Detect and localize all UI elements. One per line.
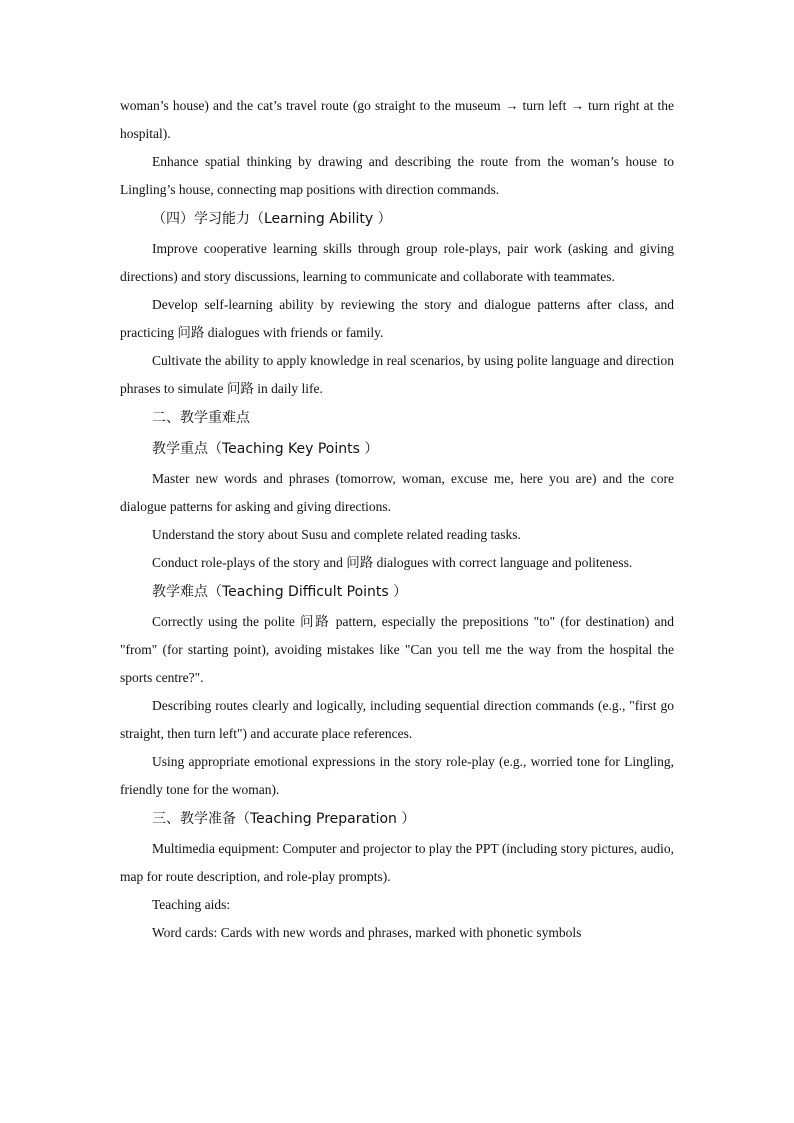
paragraph-spatial-thinking: Enhance spatial thinking by drawing and describing the route from the woman’s house to Lingling’s house, connecting map positions with direction commands. <box>120 154 674 197</box>
heading-teaching-preparation: 三、教学准备（Teaching Preparation ） <box>152 811 416 827</box>
paragraph-understand-story: Understand the story about Susu and complete related reading tasks. <box>152 527 521 542</box>
paragraph-teaching-aids: Teaching aids: <box>152 897 231 912</box>
paragraph-describing-routes: Describing routes clearly and logically, including sequential direction commands (e.g., "first go straight, then turn left") and accurate place references. <box>120 698 674 741</box>
heading-teaching-difficult-points: 教学难点（Teaching Difficult Points ） <box>152 584 408 600</box>
paragraph-apply-knowledge: Cultivate the ability to apply knowledge in real scenarios, by using polite language and direction phrases to simulate 问路 in daily life. <box>120 353 674 396</box>
paragraph-self-learning: Develop self-learning ability by reviewing the story and dialogue patterns after class, and practicing 问路 dialogues with friends or family. <box>120 297 674 340</box>
paragraph-route-continued: woman’s house) and the cat’s travel route (go straight to the museum → turn left → turn right at the hospital). <box>120 98 674 141</box>
heading-key-difficult-points: 二、教学重难点 <box>152 410 250 426</box>
paragraph-role-plays: Conduct role-plays of the story and 问路 dialogues with correct language and politeness. <box>152 555 633 570</box>
paragraph-master-words: Master new words and phrases (tomorrow, woman, excuse me, here you are) and the core dialogue patterns for asking and giving directions. <box>120 471 674 514</box>
paragraph-polite-pattern: Correctly using the polite 问路 pattern, especially the prepositions "to" (for destination) and "from" (for starting point), avoiding mistakes like "Can you tell me the way from the hospital the sports centre?". <box>120 614 674 685</box>
paragraph-multimedia: Multimedia equipment: Computer and projector to play the PPT (including story pictures, audio, map for route description, and role-play prompts). <box>120 841 674 884</box>
paragraph-cooperative-learning: Improve cooperative learning skills through group role-plays, pair work (asking and giving directions) and story discussions, learning to communicate and collaborate with teammates. <box>120 241 674 284</box>
paragraph-emotional-expressions: Using appropriate emotional expressions in the story role-play (e.g., worried tone for Lingling, friendly tone for the woman). <box>120 754 674 797</box>
heading-learning-ability: （四）学习能力（Learning Ability ） <box>152 211 392 227</box>
document-page <box>120 92 674 947</box>
heading-teaching-key-points: 教学重点（Teaching Key Points ） <box>152 441 379 457</box>
paragraph-word-cards: Word cards: Cards with new words and phrases, marked with phonetic symbols <box>152 925 582 940</box>
